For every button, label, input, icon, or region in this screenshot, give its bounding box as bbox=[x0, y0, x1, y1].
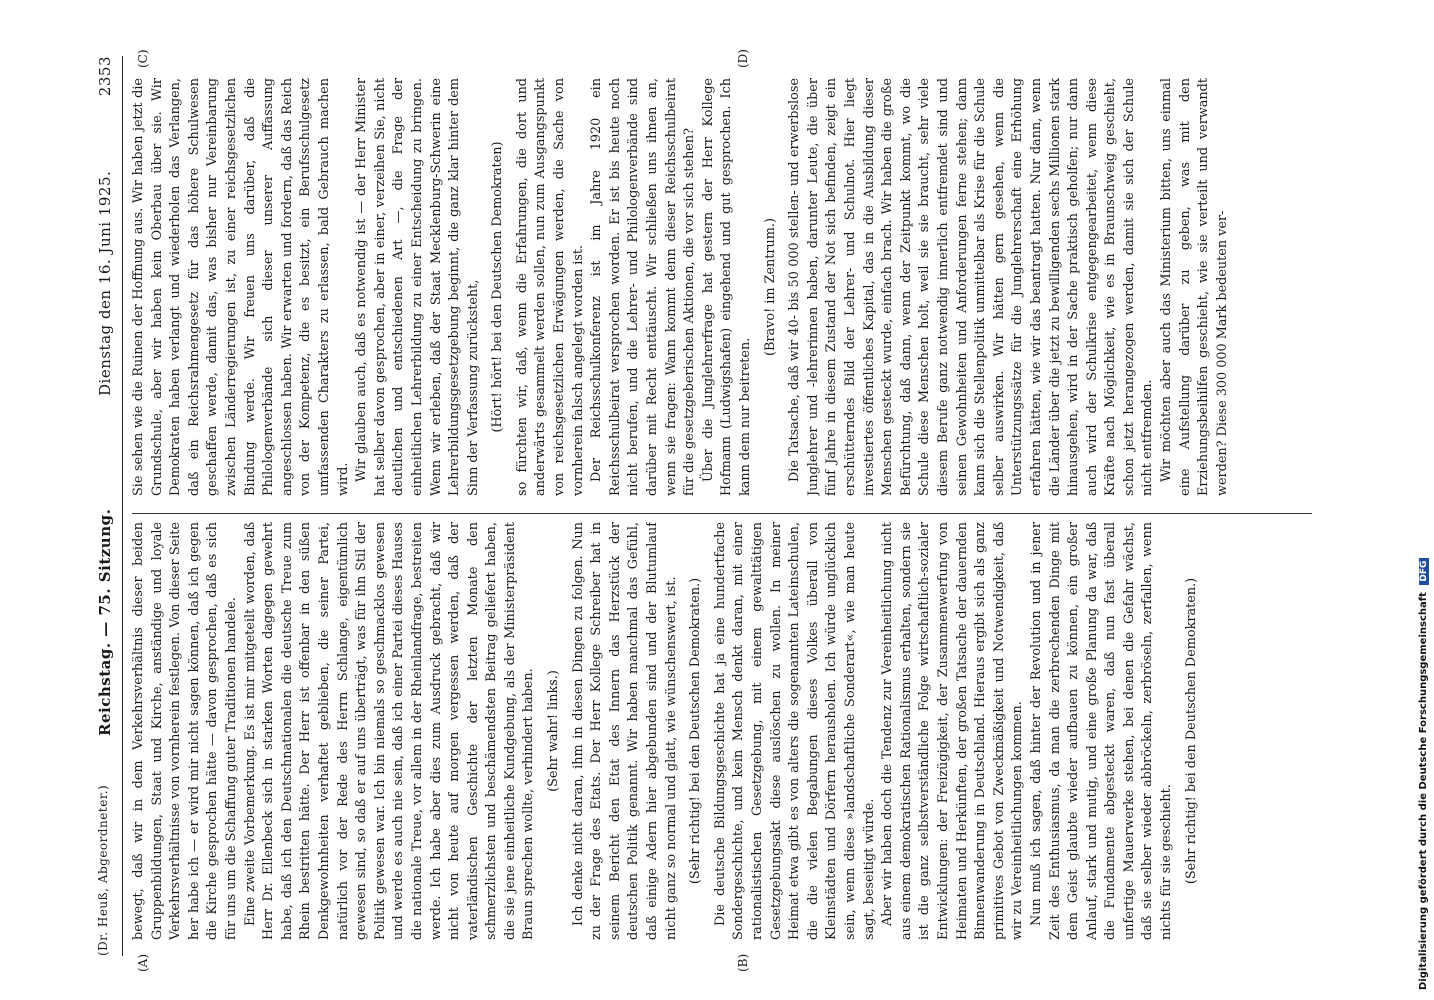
left-column bbox=[130, 522, 1320, 940]
interjection: (Bravo! im Zentrum.) bbox=[762, 218, 778, 356]
funding-text: Digitalisierung gefördert durch die Deutsche Forschungsgemeinschaft bbox=[1418, 592, 1429, 990]
paragraph: Aber wir haben doch die Tendenz zur Vereinheitlichung nicht aus einem demokratischen Rationalismus erhalten, sondern sie ist die ganz selbstverständliche Folge wirtschaftlich-sozialer Entwicklungen: der Freizügigkeit, der Zusammenwerfung von Heimaten und Herkünften, der großen Tatsache der dauernden Binnenwanderung in Deutschland. Hieraus ergibt sich als ganz primitives Gebot von Zweckmäßigkeit und Notwendigkeit, daß wir zu Vereinheitlichungen kommen. bbox=[880, 522, 1026, 940]
margin-marker-d: (D) bbox=[736, 49, 750, 68]
paragraph: Sie sehen wie die Ruinen der Hoffnung aus. Wir haben jetzt die Grundschule, aber wir haben kein Oberbau über sie. Wir Demokraten haben verlangt und wiederholen das Verlangen, daß ein Reichsrahmengesetz für das höhere Schulwesen geschaffen werde, damit das, was bisher nur Vereinbarung zwischen Länderregierungen ist, zu einer reichsgesetzlichen Bindung werde. Wir freuen uns darüber, daß die Philologenverbände sich dieser unserer Auffassung angeschlossen haben. Wir erwarten und fordern, daß das Reich von der Kompetenz, die es besitzt, ein Berufsschulgesetz umfassenden Charakters zu erlassen, bald Gebrauch machen wird. bbox=[131, 78, 351, 496]
margin-marker-a: (A) bbox=[136, 953, 150, 972]
header-title-right: Dienstag den 16. Juni 1925. bbox=[96, 170, 114, 396]
paragraph: Nun muß ich sagen, daß hinter der Revolution und in jener Zeit des Enthusiasmus, da man die zerbrechenden Dinge mit dem Geist glaubte wieder aufbauen zu können, ein großer Anlauf, stark und mutig, und eine große Planung da war, daß die Fundamente abgesteckt waren, daß nun fast überall unfertige Mauerwerke stehen, bei denen die Gefahr wächst, daß sie selber wieder abbröckeln, zerbröseln, zerfallen, wenn nichts für sie geschieht. bbox=[1028, 522, 1175, 940]
dfg-logo: DFG bbox=[1419, 558, 1429, 585]
page-number: 2353 bbox=[96, 56, 114, 97]
rotated-page bbox=[96, 49, 1336, 972]
header-rule bbox=[122, 56, 123, 956]
header-title-left: Reichstag. — 75. Sitzung. bbox=[96, 508, 114, 736]
right-column bbox=[130, 78, 1320, 496]
interjection: (Sehr richtig! bei den Deutschen Demokraten.) bbox=[1183, 577, 1199, 885]
paragraph: Wir glauben auch, daß es notwendig ist — der Herr Minister hat selber davon gesprochen, aber in einer, verzeihen Sie, nicht deutlichen und entschiedenen Art —, die Frage der einheitlichen Lehrerbildung zu einer Entscheidung zu bringen. Wenn wir erleben, daß der Staat Mecklenburg-Schwerin eine Lehrerbildungsgesetzgebung beginnt, die ganz klar hinter dem Sinn der Verfassung zurücksteht, bbox=[354, 78, 481, 496]
paragraph: so fürchten wir, daß, wenn die Erfahrungen, die dort und anderwärts gesammelt werden sollen, nun zum Ausgangspunkt von reichsgesetzlichen Erwägungen werden, die Sache von vornherein falsch angelegt worden ist. bbox=[514, 78, 586, 496]
speaker-label: (Dr. Heuß, Abgeordneter.) bbox=[96, 784, 110, 956]
paragraph: Die deutsche Bildungsgeschichte hat ja eine hundertfache Sondergeschichte, und kein Mensch denkt daran, mit einer rationalistischen Gesetzgebung, mit einem gewalttätigen Gesetzgebungsakt diese auslöschen zu wollen. In meiner Heimat etwa gibt es von alters die sogenannten Lateinschulen, die die vielen Begabungen dieses Volkes überall von Kleinstädten und Dörfern herausholen. Ich würde unglücklich sein, wenn diese »landschaftliche Sonderart«, wie man heute sagt, beseitigt würde. bbox=[712, 522, 877, 940]
margin-marker-b: (B) bbox=[736, 953, 750, 972]
funding-note bbox=[1418, 558, 1429, 990]
funding-sidebar bbox=[1418, 10, 1434, 990]
paragraph: Ich denke nicht daran, ihm in diesen Dingen zu folgen. Nun zu der Frage des Etats. Der Herr Kollege Schreiber hat in seinem Bericht den Etat des Innern das Herzstück der deutschen Politik genannt. Wir haben manchmal das Gefühl, daß einige Adern hier abgebunden sind und der Blutumlauf nicht ganz so normal und glatt, wie wünschenswert, ist. bbox=[570, 522, 679, 940]
interjection: (Hört! hört! bei den Deutschen Demokraten) bbox=[490, 141, 506, 433]
paragraph: Über die Junglehrerfrage hat gestern der Herr Kollege Hofmann (Ludwigshafen) eingehend und gut gesprochen. Ich kann dem nur beitreten. bbox=[700, 78, 753, 496]
paragraph: Die Tatsache, daß wir 40- bis 50 000 stellen- und erwerbslose Junglehrer und -lehrerinnen haben, darunter Leute, die über fünf Jahre in diesem Zustand der Not sich befinden, zeigt ein erschütterndes Bild der Lehrer- und Schulnot. Hier liegt investiertes öffentliches Kapital, das in die Ausbildung dieser Menschen gesteckt wurde, einfach brach. Wir haben die große Befürchtung, daß dann, wenn der Zeitpunkt kommt, wo die Schule diese Menschen holt, weil sie sie braucht, sehr viele diesem Berufe ganz notwendig innerlich entfremdet sind und seinen Gewohnheiten und Anforderungen ferne stehen; dann kann sich die Stellenpolitik unmittelbar als Krise für die Schule selber auswirken. Wir hätten gern gesehen, wenn die Unterstützungssätze für die Junglehrerschaft eine Erhöhung erfahren hätten, wie wir das beantragt hatten. Nur dann, wenn die Länder über die jetzt zu bewilligenden sechs Millionen stark hinausgehen, wird in der Sache praktisch geholfen; nur dann auch wird der Schulkrise entgegengearbeitet, wenn diese Kräfte nach Möglichkeit, wie es in Braunschweig geschieht, schon jetzt herangezogen werden, damit sie sich der Schule nicht entfremden. bbox=[787, 78, 1156, 496]
interjection: (Sehr richtig! bei den Deutschen Demokraten.) bbox=[688, 577, 704, 885]
interjection: (Sehr wahr! links.) bbox=[546, 670, 562, 792]
paragraph: Wir möchten aber auch das Ministerium bitten, uns einmal eine Aufstellung darüber zu geben, was mit den Erziehungsbeihilfen geschieht, wie sie verteilt und verwandt werden? Diese 300 000 Mark bedeuten ver- bbox=[1159, 78, 1230, 496]
column-divider bbox=[132, 513, 1312, 514]
margin-marker-c: (C) bbox=[136, 49, 150, 68]
paragraph: Eine zweite Vorbemerkung. Es ist mir mitgeteilt worden, daß Herr Dr. Ellenbeck sich in starken Worten dagegen gewehrt habe, daß ich den Deutschnationalen die deutsche Treue zum Rhein bestritten hätte. Der Herr ist offenbar in den süßen Denkgewohnheiten verhaftet geblieben, die seiner Partei, natürlich vor der Rede des Herrn Schlange, eigentümlich gewesen sind, so daß er auf uns überträgt, was für ihn Stil der Politik gewesen war. Ich bin niemals so geschmacklos gewesen und werde es auch nie sein, daß ich einer Partei dieses Hauses die nationale Treue, vor allem in der Rheinlandfrage, bestreiten werde. Ich habe aber dies zum Ausdruck gebracht, daß wir nicht von heute auf morgen vergessen werden, daß der vaterländischen Geschichte der letzten Monate den schmerzlichsten und beschämendsten Beitrag geliefert haben, die sie jene einheitliche Kundgebung, als der Ministerpräsident Braun sprechen wollte, verhindert haben. bbox=[242, 522, 537, 940]
paragraph: bewegt, daß wir in dem Verkehrsverhältnis dieser beiden Gruppenbildungen, Staat und Kirche, anständige und loyale Verkehrsverhältnisse von vornherein festlegen. Von dieser Seite her habe ich — er wird mir nicht sagen können, daß ich gegen die Kirche gesprochen hätte — davon gesprochen, daß es sich für uns um die Schaffung guter Traditionen handele. bbox=[131, 522, 239, 940]
page-header bbox=[96, 56, 120, 956]
paragraph: Der Reichsschulkonferenz ist im Jahre 1920 ein Reichsschulbeirat versprochen worden. Er ist bis heute noch nicht berufen, und die Lehrer- und Philologenverbände sind darüber mit Recht enttäuscht. Wir schließen uns ihnen an, wenn sie fragen: Wann kommt denn dieser Reichsschulbeirat für die gesetzgeberischen Aktionen, die vor sich stehen? bbox=[589, 78, 698, 496]
